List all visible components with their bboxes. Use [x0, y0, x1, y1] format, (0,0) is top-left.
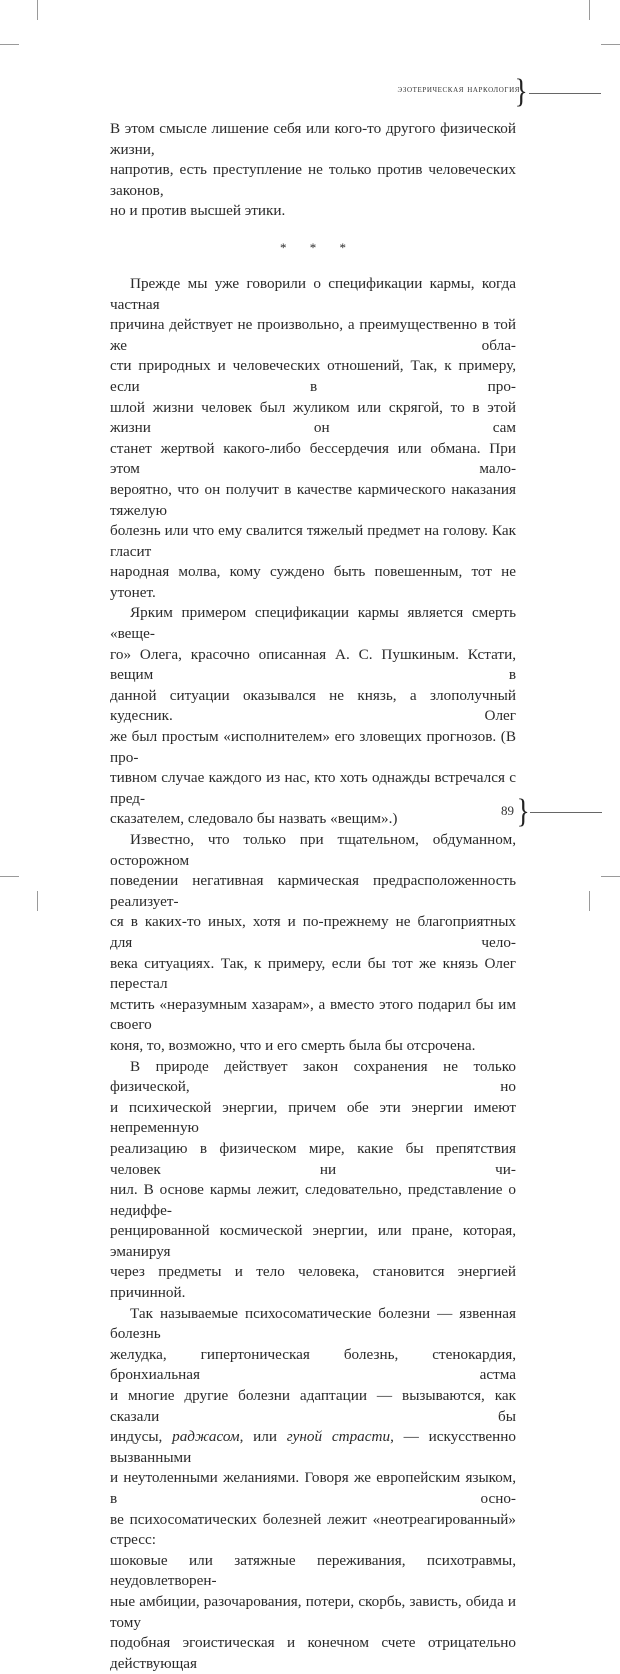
- text-line: вероятно, что он получит в качестве кармического наказания тяжелую: [110, 480, 516, 519]
- text-line: же был простым «исполнителем» его зловещих прогнозов. (В про-: [110, 728, 516, 766]
- text-line: нил. В основе кармы лежит, следовательно, представление о недиффе-: [110, 1181, 516, 1219]
- text-line: данной ситуации оказывался не князь, а злополучный кудесник. Олег: [110, 686, 516, 725]
- crop-mark-bottom-left-horizontal: [0, 876, 19, 877]
- text-line: Известно, что только при тщательном, обдуманном, осторожном: [110, 831, 516, 869]
- footer-brace-icon: }: [516, 793, 530, 830]
- text-line: коня, то, возможно, что и его смерть была бы отсрочена.: [110, 1036, 476, 1054]
- text-run: индусы,: [110, 1428, 173, 1446]
- text-line: Так называемые психосоматические болезни — язвенная болезнь: [110, 1304, 516, 1343]
- text-line: шлой жизни человек был жуликом или скрягой, то в этой жизни он сам: [110, 398, 516, 437]
- text-line: станет жертвой какого-либо бессердечия или обмана. При этом мало-: [110, 439, 516, 478]
- intro-paragraph: [110, 119, 516, 222]
- crop-mark-bottom-right-vertical: [589, 891, 590, 911]
- header-rule: [529, 93, 601, 94]
- paragraph: [110, 830, 516, 1057]
- page-number: 89: [501, 803, 514, 818]
- paragraph: [110, 1304, 516, 1674]
- text-line-with-italics: [110, 1427, 516, 1468]
- header-brace-icon: }: [514, 73, 528, 110]
- text-line: но и против высшей этики.: [110, 202, 286, 220]
- text-line: желудка, гипертоническая болезнь, стенокардия, бронхиальная астма: [110, 1345, 516, 1384]
- text-line: поведении негативная кармическая предрасположенность реализует-: [110, 872, 516, 910]
- text-line: подобная эгоистическая и конечном счете отрицательно действующая: [110, 1634, 516, 1672]
- text-line: ся в каких-то иных, хотя и по-прежнему не благоприятных для чело-: [110, 913, 516, 951]
- text-line: В природе действует закон сохранения не только физической, но: [110, 1057, 516, 1096]
- crop-mark-bottom-right-horizontal: [601, 876, 620, 877]
- crop-mark-top-left-vertical: [37, 0, 38, 20]
- crop-mark-top-right-horizontal: [601, 44, 620, 45]
- text-line: болезнь или что ему свалится тяжелый предмет на голову. Как гласит: [110, 522, 516, 560]
- paragraph: [110, 1057, 516, 1304]
- text-line: и психической энергии, причем обе эти энергии имеют непременную: [110, 1098, 516, 1137]
- text-run: , — искусственно вызванными: [110, 1428, 517, 1466]
- running-head-title: эзотерическая наркология: [397, 84, 520, 95]
- text-line: ные амбиции, разочарования, потери, скорбь, зависть, обида и тому: [110, 1592, 516, 1631]
- crop-mark-top-right-vertical: [589, 0, 590, 20]
- text-line: и многие другие болезни адаптации — вызываются, как сказали бы: [110, 1387, 516, 1425]
- text-line: Ярким примером спецификации кармы является смерть «веще-: [110, 604, 516, 643]
- crop-mark-bottom-left-vertical: [37, 891, 38, 911]
- section-separator: * * *: [280, 239, 356, 255]
- text-line: ве психосоматических болезней лежит «неотреагированный» стресс:: [110, 1510, 516, 1549]
- text-line: сказателем, следовало бы назвать «вещим».): [110, 810, 398, 828]
- text-line: мстить «неразумным хазарам», а вместо этого подарил бы им своего: [110, 995, 516, 1034]
- text-line: шоковые или затяжные переживания, психотравмы, неудовлетворен-: [110, 1551, 516, 1590]
- crop-mark-top-left-horizontal: [0, 44, 19, 45]
- text-line: реализацию в физическом мире, какие бы препятствия человек ни чи-: [110, 1139, 516, 1178]
- text-line: го» Олега, красочно описанная А. С. Пушкиным. Кстати, вещим в: [110, 645, 516, 684]
- paragraph: [110, 603, 516, 830]
- italic-term-rajas: раджасом: [172, 1428, 240, 1446]
- text-run: , или: [239, 1428, 287, 1446]
- text-line: причина действует не произвольно, а преимущественно в той же обла-: [110, 316, 516, 354]
- italic-term-guna-of-passion: гуной страсти: [286, 1428, 391, 1446]
- text-line: сти природных и человеческих отношений, Так, к примеру, если в про-: [110, 357, 516, 395]
- text-line: напротив, есть преступление не только против человеческих законов,: [110, 161, 516, 199]
- paragraph: [110, 274, 516, 604]
- text-line: народная молва, кому суждено быть повешенным, тот не утонет.: [110, 563, 516, 601]
- text-line: Прежде мы уже говорили о спецификации кармы, когда частная: [110, 274, 516, 313]
- text-line: тивном случае каждого из нас, кто хоть однажды встречался с пред-: [110, 769, 516, 807]
- text-line: ренцированной космической энергии, или пране, которая, эманируя: [110, 1222, 516, 1260]
- text-line: через предметы и тело человека, становится энергией причинной.: [110, 1263, 516, 1302]
- page-body: [110, 119, 516, 1674]
- footer-rule: [530, 812, 602, 813]
- text-line: В этом смысле лишение себя или кого-то другого физической жизни,: [110, 120, 516, 158]
- text-line: и неутоленными желаниями. Говоря же европейским языком, в осно-: [110, 1469, 516, 1507]
- text-line: века ситуациях. Так, к примеру, если бы тот же князь Олег перестал: [110, 954, 516, 993]
